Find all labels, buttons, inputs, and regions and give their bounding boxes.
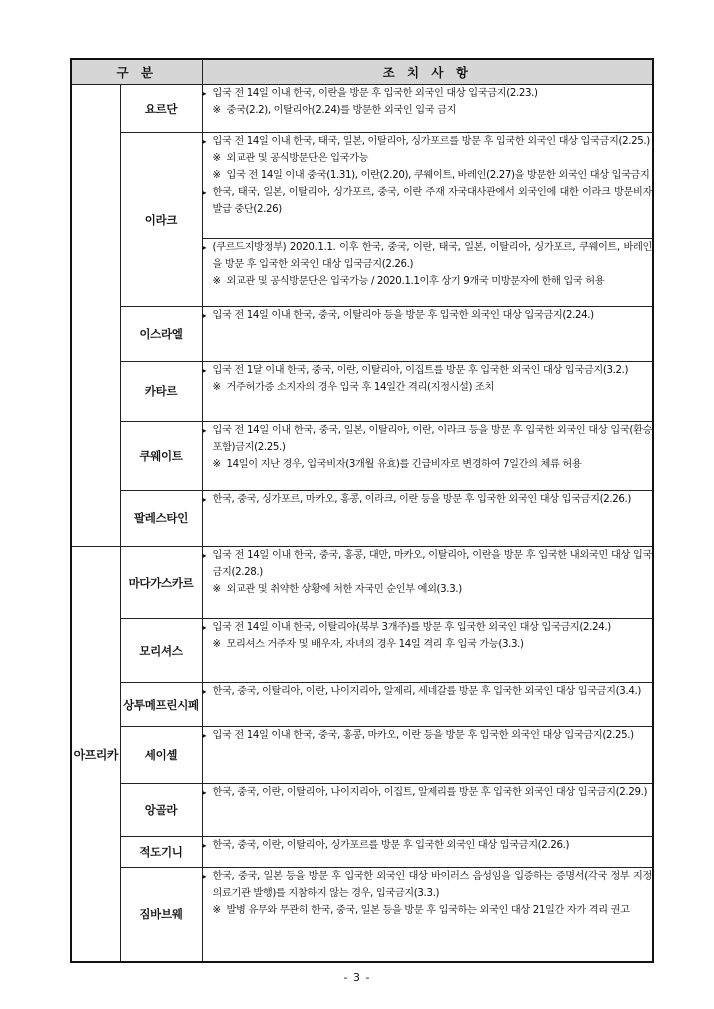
bullet-item: ▸ 한국, 태국, 일본, 이탈리아, 싱가포르, 중국, 이란 주재 자국대사관에서 외국인에 대한 이라크 방문비자 발급 중단(2.26) bbox=[203, 184, 653, 218]
table-header-row bbox=[71, 59, 653, 84]
bullet-item: ▸ 입국 전 14일 이내 한국, 이란을 방문 후 입국한 외국인 대상 입국금지(2.23.) bbox=[203, 85, 653, 102]
table-row bbox=[71, 619, 653, 683]
table-row bbox=[71, 133, 653, 238]
bullet-item: ▸ 입국 전 14일 이내 한국, 태국, 일본, 이탈리아, 싱가포르를 방문 후 입국한 외국인 대상 입국금지(2.25.) bbox=[203, 133, 653, 150]
bullet-item: ▸ 한국, 중국, 싱가포르, 마카오, 홍콩, 이라크, 이란 등을 방문 후 입국한 외국인 대상 입국금지(2.26.) bbox=[203, 491, 653, 508]
measure-cell bbox=[202, 238, 653, 307]
country-name: 앙골라 bbox=[120, 783, 202, 836]
bullet-item: ▸ 입국 전 1달 이내 한국, 중국, 이란, 이탈리아, 이집트를 방문 후 입국한 외국인 대상 입국금지(3.2.) bbox=[203, 362, 653, 379]
measure-cell bbox=[202, 619, 653, 683]
table-row bbox=[71, 361, 653, 421]
note-item: ※ 거주허가증 소지자의 경우 입국 후 14일간 격리(지정시설) 조치 bbox=[203, 379, 653, 396]
region-cell bbox=[71, 84, 120, 546]
note-item: ※ 중국(2.2), 이탈리아(2.24)를 방문한 외국인 입국 금지 bbox=[203, 102, 653, 119]
note-item: ※ 입국 전 14일 이내 중국(1.31), 이란(2.20), 쿠웨이트, 바레인(2.27)을 방문한 외국인 대상 입국금지 bbox=[203, 167, 653, 184]
country-name: 상투메프린시페 bbox=[120, 683, 202, 727]
table-row bbox=[71, 727, 653, 784]
measure-cell bbox=[202, 421, 653, 490]
bullet-item: ▸ 입국 전 14일 이내 한국, 이탈리아(북부 3개주)를 방문 후 입국한 외국인 대상 입국금지(2.24.) bbox=[203, 619, 653, 636]
table-row bbox=[71, 837, 653, 868]
country-name: 쿠웨이트 bbox=[120, 421, 202, 490]
table-row bbox=[71, 547, 653, 619]
table-row bbox=[71, 867, 653, 962]
bullet-item: ▸ 한국, 중국, 이탈리아, 이란, 나이지리아, 알제리, 세네갈를 방문 후 입국한 외국인 대상 입국금지(3.4.) bbox=[203, 683, 653, 700]
bullet-item: ▸ (쿠르드지방정부) 2020.1.1. 이후 한국, 중국, 이란, 태국, 일본, 이탈리아, 싱가포르, 쿠웨이트, 바레인을 방문 후 입국한 외국인 대상 입국금지(2.26.) bbox=[203, 239, 653, 273]
country-name: 짐바브웨 bbox=[120, 867, 202, 962]
measure-cell bbox=[202, 783, 653, 836]
country-name: 이라크 bbox=[120, 133, 202, 307]
table-row bbox=[71, 307, 653, 361]
measure-cell bbox=[202, 727, 653, 784]
country-name: 팔레스타인 bbox=[120, 490, 202, 547]
measures-table-body bbox=[71, 59, 653, 962]
bullet-item: ▸ 입국 전 14일 이내 한국, 중국, 일본, 이탈리아, 이란, 이라크 등을 방문 후 입국한 외국인 대상 입국(환승 포함)금지(2.25.) bbox=[203, 422, 653, 456]
note-item: ※ 외교관 및 공식방문단은 입국가능 bbox=[203, 150, 653, 167]
page-number: - 3 - bbox=[343, 971, 371, 984]
table-row bbox=[71, 683, 653, 727]
country-name: 이스라엘 bbox=[120, 307, 202, 361]
bullet-item: ▸ 한국, 중국, 일본 등을 방문 후 입국한 외국인 대상 바이러스 음성임을 입증하는 증명서(각국 정부 지정 의료기관 발행)를 지참하지 않는 경우, 입국금지(3.3.) bbox=[203, 868, 653, 902]
category-header: 구 분 bbox=[71, 59, 202, 84]
measure-cell bbox=[202, 361, 653, 421]
measure-cell bbox=[202, 547, 653, 619]
measures-table bbox=[70, 58, 654, 963]
table-row bbox=[71, 490, 653, 547]
table-row bbox=[71, 783, 653, 836]
country-name: 마다가스카르 bbox=[120, 547, 202, 619]
note-item: ※ 모리셔스 거주자 및 배우자, 자녀의 경우 14일 격리 후 입국 가능(3.3.) bbox=[203, 636, 653, 653]
table-row bbox=[71, 84, 653, 132]
bullet-item: ▸ 한국, 중국, 이란, 이탈리아, 나이지리아, 이집트, 알제리를 방문 후 입국한 외국인 대상 입국금지(2.29.) bbox=[203, 784, 653, 801]
measure-cell bbox=[202, 867, 653, 962]
measure-cell bbox=[202, 490, 653, 547]
bullet-item: ▸ 입국 전 14일 이내 한국, 중국, 홍콩, 대만, 마카오, 이탈리아, 이란을 방문 후 입국한 내외국민 대상 입국금지(2.28.) bbox=[203, 547, 653, 581]
country-name: 세이셸 bbox=[120, 727, 202, 784]
note-item: ※ 14일이 지난 경우, 입국비자(3개월 유효)를 긴급비자로 변경하여 7일간의 체류 허용 bbox=[203, 456, 653, 473]
measures-header: 조 치 사 항 bbox=[202, 59, 653, 84]
table-row bbox=[71, 421, 653, 490]
measure-cell bbox=[202, 133, 653, 238]
bullet-item: ▸ 입국 전 14일 이내 한국, 중국, 홍콩, 마카오, 이란 등을 방문 후 입국한 외국인 대상 입국금지(2.25.) bbox=[203, 727, 653, 744]
note-item: ※ 외교관 및 취약한 상황에 처한 자국민 순인부 예외(3.3.) bbox=[203, 581, 653, 598]
measure-cell bbox=[202, 307, 653, 361]
note-item: ※ 발병 유무와 무관히 한국, 중국, 일본 등을 방문 후 입국하는 외국인 대상 21일간 자가 격리 권고 bbox=[203, 902, 653, 919]
measure-cell bbox=[202, 84, 653, 132]
country-name: 카타르 bbox=[120, 361, 202, 421]
bullet-item: ▸ 한국, 중국, 이란, 이탈리아, 싱가포르를 방문 후 입국한 외국인 대상 입국금지(2.26.) bbox=[203, 837, 653, 854]
country-name: 모리셔스 bbox=[120, 619, 202, 683]
measure-cell bbox=[202, 837, 653, 868]
region-cell: 아프리카 bbox=[71, 547, 120, 962]
measure-cell bbox=[202, 683, 653, 727]
country-name: 요르단 bbox=[120, 84, 202, 132]
note-item: ※ 외교관 및 공식방문단은 입국가능 / 2020.1.1이후 상기 9개국 미방문자에 한해 입국 허용 bbox=[203, 273, 653, 290]
bullet-item: ▸ 입국 전 14일 이내 한국, 중국, 이탈리아 등을 방문 후 입국한 외국인 대상 입국금지(2.24.) bbox=[203, 307, 653, 324]
country-name: 적도기니 bbox=[120, 837, 202, 868]
